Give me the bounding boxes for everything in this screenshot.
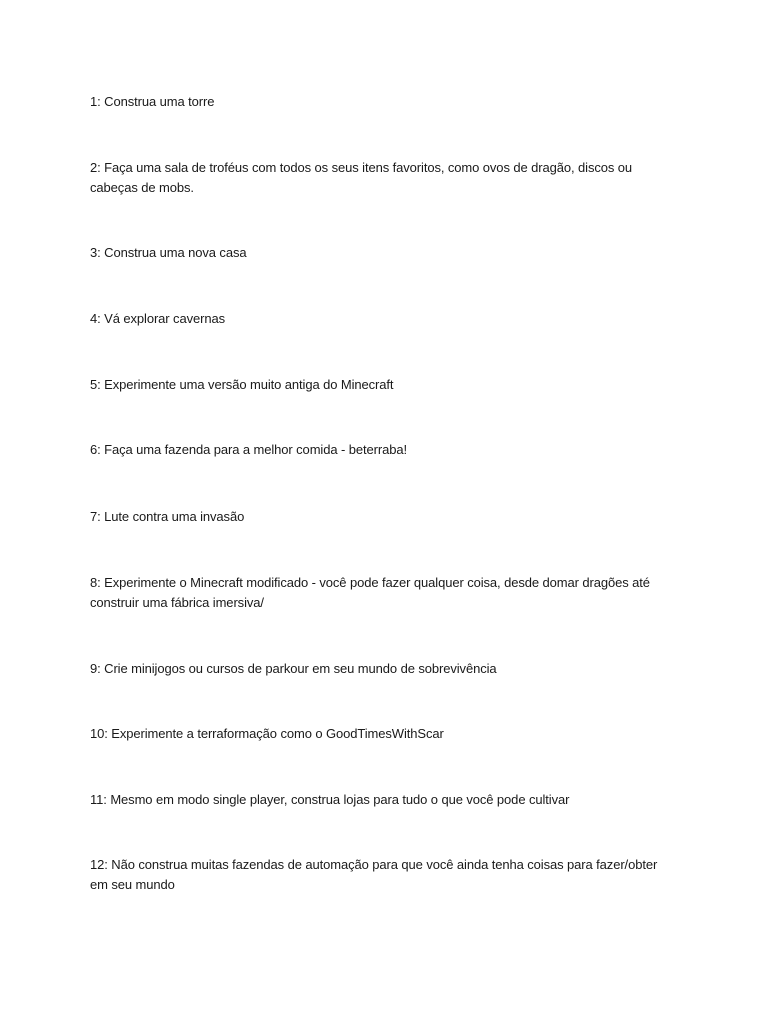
- list-item: 2: Faça uma sala de troféus com todos os seus itens favoritos, como ovos de dragão, discos ou cabeças de mobs.: [90, 160, 633, 195]
- list-item: 11: Mesmo em modo single player, construa lojas para tudo o que você pode cultivar: [90, 792, 570, 807]
- list-item: 10: Experimente a terraformação como o GoodTimesWithScar: [90, 726, 444, 741]
- list-item: 4: Vá explorar cavernas: [90, 311, 225, 326]
- list-item: 8: Experimente o Minecraft modificado - você pode fazer qualquer coisa, desde domar dragões até construir uma fábrica imersiva/: [90, 575, 650, 610]
- list-item: 9: Crie minijogos ou cursos de parkour em seu mundo de sobrevivência: [90, 661, 497, 676]
- list-item: 7: Lute contra uma invasão: [90, 509, 245, 524]
- list-item: 3: Construa uma nova casa: [90, 245, 247, 260]
- list-item: 6: Faça uma fazenda para a melhor comida - beterraba!: [90, 442, 407, 457]
- list-item: 12: Não construa muitas fazendas de automação para que você ainda tenha coisas para fazer/obter em seu mundo: [90, 857, 658, 892]
- list-item: 1: Construa uma torre: [90, 94, 215, 109]
- list-item: 5: Experimente uma versão muito antiga do Minecraft: [90, 377, 394, 392]
